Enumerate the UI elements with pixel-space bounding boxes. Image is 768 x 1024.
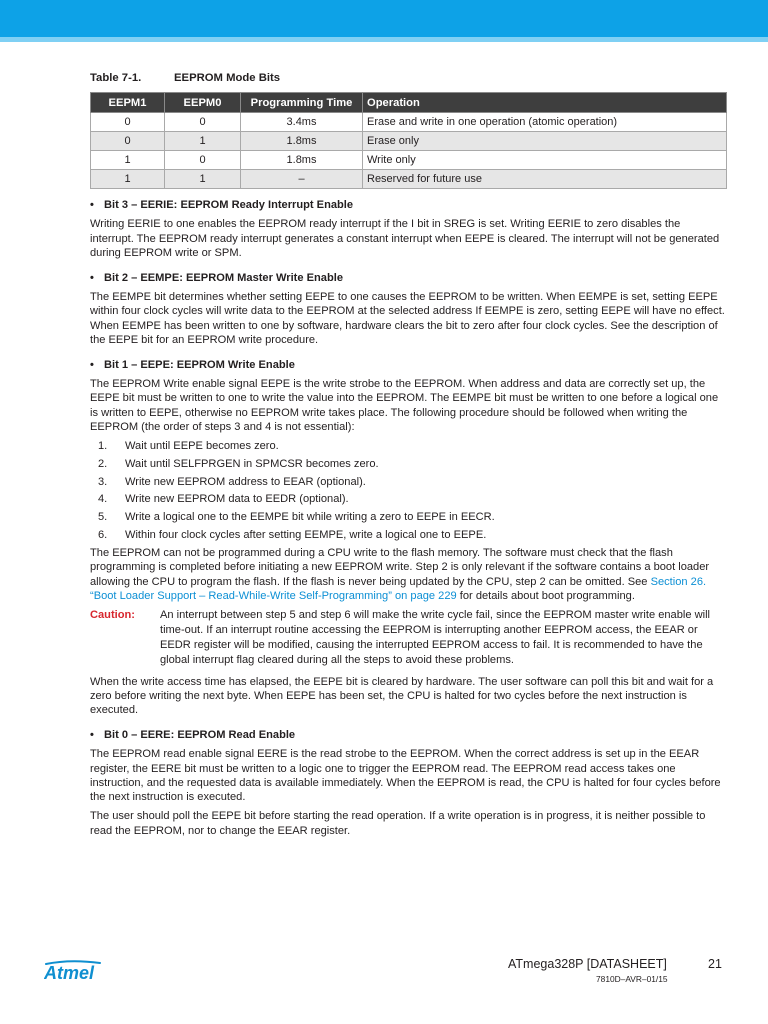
logo-wordmark: Atmel <box>44 963 95 982</box>
step-text: Wait until EEPE becomes zero. <box>125 440 279 453</box>
bit2-heading-text: Bit 2 – EEMPE: EEPROM Master Write Enable <box>104 272 343 285</box>
bit0-paragraph: The EEPROM read enable signal EERE is the read strobe to the EEPROM. When the correct address is set up in the EEAR register, the EERE bit must be written to a logic one to trigger the EEPROM read. The EEPROM read access takes one instruction, and the requested data is available immediately. When the EEPROM is read, the CPU is halted for four cycles before the next instruction is executed. <box>90 748 721 804</box>
step-number: 6. <box>98 529 108 542</box>
table-row <box>91 113 727 132</box>
cell-eepm1: 0 <box>91 132 165 151</box>
cell-eepm1: 1 <box>91 151 165 170</box>
list-item <box>90 475 727 489</box>
step-number: 2. <box>98 457 108 470</box>
bit1-heading <box>90 358 727 372</box>
cell-operation: Erase and write in one operation (atomic operation) <box>363 113 727 132</box>
table-caption-title: EEPROM Mode Bits <box>174 72 281 84</box>
bullet-glyph: • <box>90 359 94 372</box>
eeprom-mode-bits-table <box>90 92 727 189</box>
atmel-logo-icon <box>44 960 112 982</box>
step-text: Write new EEPROM address to EEAR (optional). <box>125 475 366 488</box>
cell-programming-time: 1.8ms <box>241 132 363 151</box>
header-eepm1: EEPM1 <box>91 93 165 113</box>
caution-text: An interrupt between step 5 and step 6 will make the write cycle fail, since the EEPROM master write enable will time-out. If an interrupt routine accessing the EEPROM is interrupting another EEPROM access, the EEAR or EEDR register will be modified, causing the interrupted EEPROM access to fail. It is recommended to have the global interrupt flag cleared during all the steps to avoid these problems. <box>160 609 711 666</box>
header-operation: Operation <box>363 93 727 113</box>
page-number: 21 <box>708 957 722 971</box>
bit1-paragraph-2-start: The EEPROM can not be programmed during a CPU write to the flash memory. The software must check that the flash programming is completed before initiating a new EEPROM write. Step 2 is only relevant if the software contains a boot loader allowing the CPU to program the flash. If the flash is never being updated by the CPU, step 2 can be omitted. See <box>90 547 710 588</box>
boot-loader-section-link[interactable]: Section 26. “Boot Loader Support – Read-While-Write Self-Programming” on page 229 <box>90 575 707 602</box>
table-header-row <box>91 93 727 113</box>
bullet-glyph: • <box>90 729 94 742</box>
header-bar <box>0 0 768 37</box>
document-code: 7810D–AVR–01/15 <box>596 974 668 984</box>
header-eepm0: EEPM0 <box>165 93 241 113</box>
bit3-heading <box>90 198 727 212</box>
page-content <box>90 71 727 843</box>
table-row <box>91 132 727 151</box>
table-caption <box>90 71 727 85</box>
bullet-glyph: • <box>90 199 94 212</box>
caution-note <box>90 608 727 668</box>
cell-eepm0: 1 <box>165 170 241 189</box>
step-text: Write new EEPROM data to EEDR (optional). <box>125 493 349 506</box>
atmel-logo <box>44 960 112 987</box>
cell-eepm0: 1 <box>165 132 241 151</box>
bit2-heading <box>90 271 727 285</box>
cell-eepm0: 0 <box>165 151 241 170</box>
bit1-heading-text: Bit 1 – EEPE: EEPROM Write Enable <box>104 359 295 372</box>
bit3-paragraph: Writing EERIE to one enables the EEPROM ready interrupt if the I bit in SREG is set. Writing EERIE to zero disables the interrupt. The EEPROM ready interrupt generates a constant interrupt when EEPE is cleared. The interrupt will not be generated during EEPROM write or SPM. <box>90 218 720 259</box>
bit1-paragraph-2 <box>90 546 727 603</box>
eeprom-write-steps <box>90 439 727 542</box>
bit1-paragraph: The EEPROM Write enable signal EEPE is the write strobe to the EEPROM. When address and data are correctly set up, the EEPE bit must be written to one to write the value into the EEPROM. The EEMPE bit must be written to one before a logical one is written to EEPE, otherwise no EEPROM write takes place. The following procedure should be followed when writing the EEPROM (the order of steps 3 and 4 is not essential): <box>90 378 719 433</box>
list-item <box>90 457 727 471</box>
cell-operation: Reserved for future use <box>363 170 727 189</box>
bullet-glyph: • <box>90 272 94 285</box>
step-number: 4. <box>98 493 108 506</box>
table-row <box>91 170 727 189</box>
bit0-heading <box>90 728 727 742</box>
cell-operation: Write only <box>363 151 727 170</box>
document-title: ATmega328P [DATASHEET] <box>508 957 667 971</box>
list-item <box>90 439 727 453</box>
bit3-heading-text: Bit 3 – EERIE: EEPROM Ready Interrupt Enable <box>104 199 354 212</box>
caution-label: Caution: <box>90 609 135 622</box>
step-number: 3. <box>98 475 108 488</box>
list-item <box>90 528 727 542</box>
list-item <box>90 492 727 506</box>
bit2-paragraph: The EEMPE bit determines whether setting EEPE to one causes the EEPROM to be written. When EEMPE is set, setting EEPE within four clock cycles will write data to the EEPROM at the selected address If EEMPE is zero, setting EEPE will have no effect. When EEMPE has been written to one by software, hardware clears the bit to zero after four clock cycles. See the description of the EEPE bit for an EEPROM write procedure. <box>90 291 725 346</box>
cell-programming-time: 1.8ms <box>241 151 363 170</box>
header-accent-line <box>0 37 768 42</box>
table-caption-number: Table 7-1. <box>90 72 142 84</box>
header-programming-time: Programming Time <box>241 93 363 113</box>
cell-eepm1: 0 <box>91 113 165 132</box>
step-text: Wait until SELFPRGEN in SPMCSR becomes zero. <box>125 457 379 470</box>
step-number: 5. <box>98 511 108 524</box>
cell-programming-time: – <box>241 170 363 189</box>
step-number: 1. <box>98 440 108 453</box>
table-row <box>91 151 727 170</box>
bit0-paragraph-2: The user should poll the EEPE bit before starting the read operation. If a write operation is in progress, it is neither possible to read the EEPROM, nor to change the EEAR register. <box>90 810 706 837</box>
cell-programming-time: 3.4ms <box>241 113 363 132</box>
bit0-heading-text: Bit 0 – EERE: EEPROM Read Enable <box>104 729 296 742</box>
bit1-paragraph-2-end: for details about boot programming. <box>456 589 635 602</box>
cell-operation: Erase only <box>363 132 727 151</box>
step-text: Write a logical one to the EEMPE bit while writing a zero to EEPE in EECR. <box>125 511 495 524</box>
cell-eepm1: 1 <box>91 170 165 189</box>
list-item <box>90 510 727 524</box>
step-text: Within four clock cycles after setting EEMPE, write a logical one to EEPE. <box>125 529 487 542</box>
cell-eepm0: 0 <box>165 113 241 132</box>
bit1-paragraph-3: When the write access time has elapsed, the EEPE bit is cleared by hardware. The user software can poll this bit and wait for a zero before writing the next byte. When EEPE has been set, the CPU is halted for two cycles before the next instruction is executed. <box>90 675 714 717</box>
